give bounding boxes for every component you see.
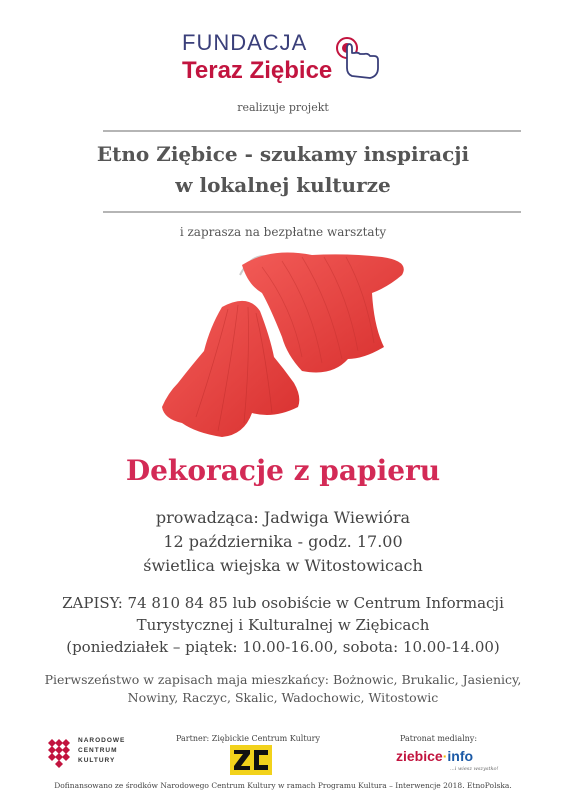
foundation-logo-name: Teraz Ziębice: [182, 57, 333, 84]
divider-bottom: [103, 211, 521, 213]
workshop-title: Dekoracje z papieru: [125, 454, 441, 487]
nck-logo-icon: [46, 733, 72, 769]
divider-top: [103, 130, 521, 132]
zck-logo-icon: [230, 745, 272, 775]
partner-label: Partner: Ziębickie Centrum Kultury: [176, 734, 321, 743]
ziebice-info-logo: [396, 748, 473, 764]
signup-line2: Turystycznej i Kulturalnej w Ziębicach: [136, 616, 430, 634]
paper-bells-image: [152, 247, 422, 447]
nck-line2: CENTRUM: [78, 747, 118, 754]
project-title-line2: w lokalnej kulturze: [175, 173, 391, 197]
workshop-date: 12 października - godz. 17.00: [163, 532, 403, 551]
funding-note: Dofinansowano ze środków Narodowego Centrum Kultury w ramach Programu Kultura – Interwencje 2018. EtnoPolska.: [54, 781, 512, 790]
signup-line1: ZAPISY: 74 810 84 85 lub osobiście w Centrum Informacji: [62, 594, 504, 612]
ziebice-info-part2: info: [447, 748, 474, 764]
nck-line1: NARODOWE: [78, 737, 126, 744]
project-title-line1: Etno Ziębice - szukamy inspiracji: [96, 142, 470, 166]
nck-line3: KULTURY: [78, 757, 116, 764]
ziebice-info-part1: ziebice: [396, 748, 443, 764]
ziebice-info-dot: ·: [442, 748, 448, 764]
realizuje-text: realizuje projekt: [237, 101, 329, 114]
invite-text: i zaprasza na bezpłatne warsztaty: [179, 225, 387, 239]
hand-pointer-icon: [330, 34, 386, 84]
nck-logo-text: [78, 736, 125, 766]
priority-line1: Pierwszeństwo w zapisach maja mieszkańcy: Bożnowic, Brukalic, Jasienicy,: [44, 672, 522, 687]
ziebice-info-tagline: ...i wiesz wszystko!: [450, 766, 499, 772]
priority-line2: Nowiny, Raczyc, Skalic, Wadochowic, Witostowic: [127, 690, 439, 705]
workshop-host: prowadząca: Jadwiga Wiewióra: [155, 508, 411, 527]
workshop-place: świetlica wiejska w Witostowicach: [143, 556, 423, 575]
foundation-logo-top: FUNDACJA: [182, 30, 308, 55]
patronat-label: Patronat medialny:: [400, 734, 478, 743]
signup-line3: (poniedziałek – piątek: 10.00-16.00, sobota: 10.00-14.00): [66, 638, 500, 656]
